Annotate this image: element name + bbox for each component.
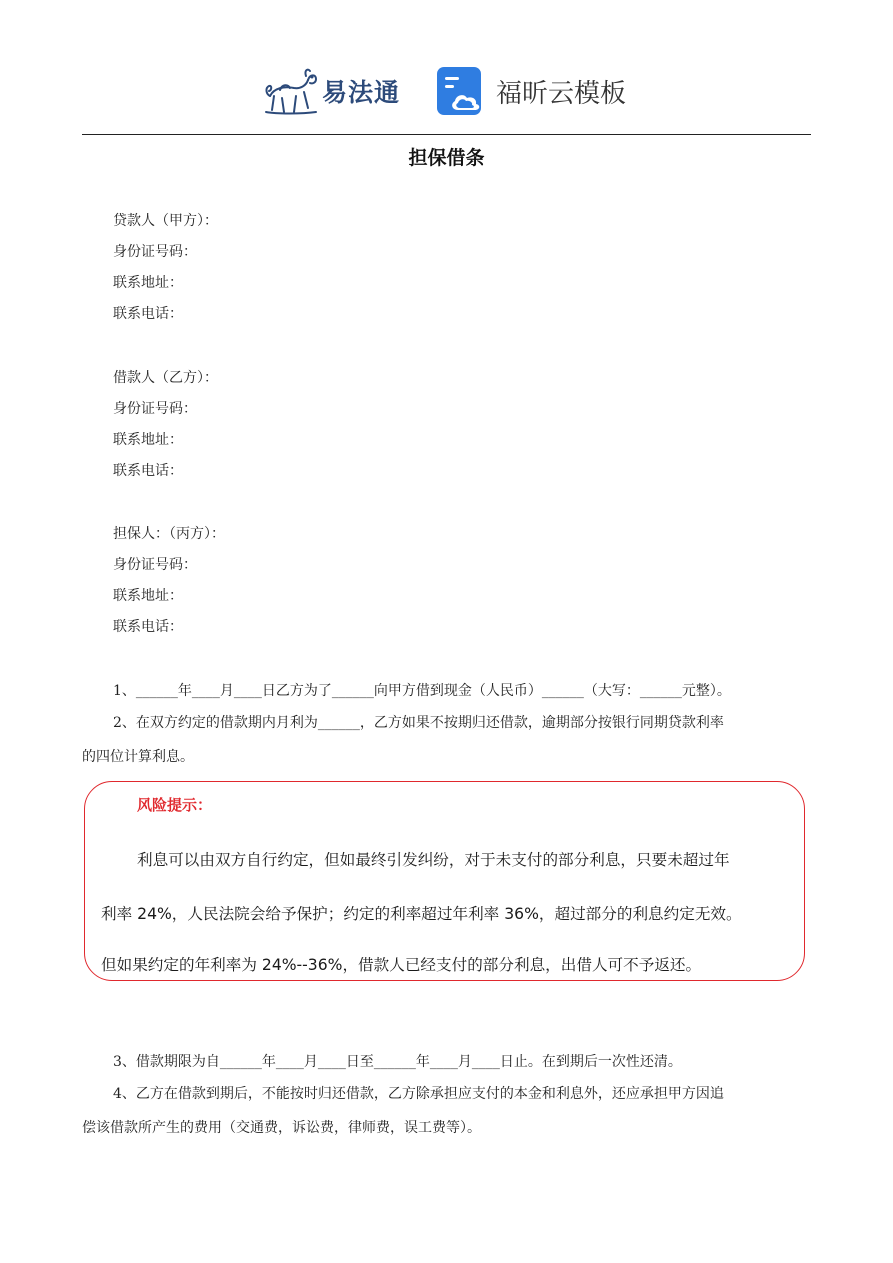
guarantor-id-label: 身份证号码： xyxy=(113,557,197,573)
risk-line-1: 利息可以由双方自行约定，但如最终引发纠纷，对于未支付的部分利息，只要未超过年 xyxy=(137,851,730,869)
foxit-template-logo xyxy=(436,64,626,118)
header-logos xyxy=(0,56,893,126)
clause-1: 1、______年____月____日乙方为了______向甲方借到现金（人民币）______（大写：______元整）。 xyxy=(113,683,731,699)
lender-heading: 贷款人（甲方）： xyxy=(113,213,218,229)
clause-2-line-1: 2、在双方约定的借款期内月利为______，乙方如果不按期归还借款，逾期部分按银行同期贷款利率 xyxy=(113,715,724,731)
borrower-heading: 借款人（乙方）： xyxy=(113,370,218,386)
risk-line-3: 但如果约定的年利率为 24%--36%，借款人已经支付的部分利息，出借人可不予返还。 xyxy=(101,956,702,974)
clause-4-line-2: 偿该借款所产生的费用（交通费，诉讼费，律师费，误工费等）。 xyxy=(82,1120,481,1136)
risk-line-2: 利率 24%，人民法院会给予保护；约定的利率超过年利率 36%，超过部分的利息约定无效。 xyxy=(101,905,742,923)
guarantor-phone-label: 联系电话： xyxy=(113,619,183,635)
guarantor-address-label: 联系地址： xyxy=(113,588,183,604)
clause-4-line-1: 4、乙方在借款到期后，不能按时归还借款，乙方除承担应支付的本金和利息外，还应承担甲方因追 xyxy=(113,1086,724,1102)
lender-section xyxy=(113,206,713,330)
risk-title: 风险提示： xyxy=(137,796,213,814)
clause-2-line-2: 的四位计算利息。 xyxy=(82,749,194,765)
borrower-address-label: 联系地址： xyxy=(113,432,183,448)
cloud-document-icon xyxy=(436,66,486,116)
borrower-phone-label: 联系电话： xyxy=(113,463,183,479)
borrower-id-label: 身份证号码： xyxy=(113,401,197,417)
guarantor-section xyxy=(113,519,713,643)
logo-right-text: 福昕云模板 xyxy=(496,78,627,109)
clause-3: 3、借款期限为自______年____月____日至______年____月____日止。在到期后一次性还清。 xyxy=(113,1054,682,1070)
header-divider xyxy=(82,134,811,135)
yifatong-logo xyxy=(262,62,412,120)
lender-phone-label: 联系电话： xyxy=(113,306,183,322)
guarantor-heading: 担保人：（丙方）： xyxy=(113,526,225,542)
borrower-section xyxy=(113,363,713,487)
document-title: 担保借条 xyxy=(408,147,485,169)
lender-address-label: 联系地址： xyxy=(113,275,183,291)
risk-warning-box xyxy=(84,781,805,981)
qilin-icon xyxy=(262,62,320,120)
lender-id-label: 身份证号码： xyxy=(113,244,197,260)
logo-left-text: 易法通 xyxy=(322,78,401,107)
